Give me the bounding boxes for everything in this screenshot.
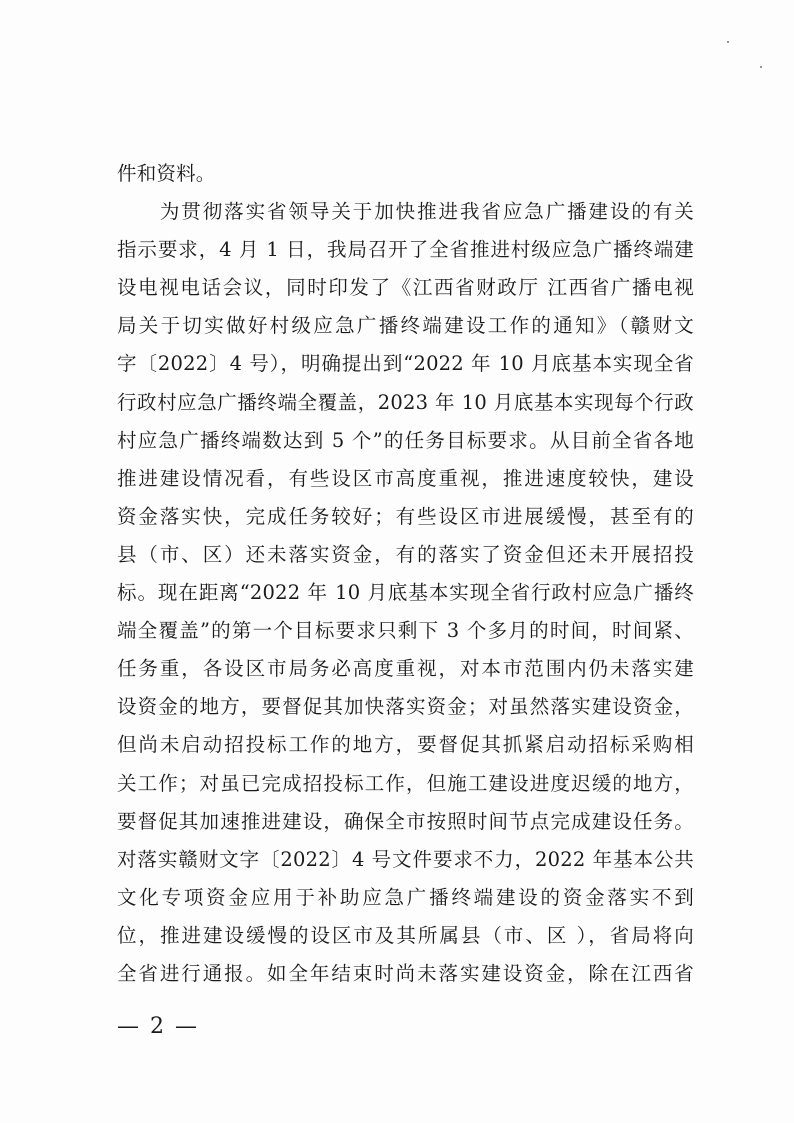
text-line-19: 对落实赣财文字〔2022〕4 号文件要求不力，2022 年基本公共 — [117, 847, 694, 871]
text-line-11: 县（市、区）还未落实资金，有的落实了资金但还未开展招投 — [117, 542, 694, 566]
text-line-10: 资金落实快，完成任务较好；有些设区市进展缓慢，甚至有的 — [117, 504, 694, 528]
text-line-15: 设资金的地方，要督促其加快落实资金；对虽然落实建设资金， — [117, 695, 694, 719]
text-line-4: 设电视电话会议，同时印发了《江西省财政厅 江西省广播电视 — [117, 276, 694, 300]
text-line-21: 位，推进建设缓慢的设区市及其所属县（市、区 ），省局将向 — [117, 923, 694, 947]
text-line-9: 推进建设情况看，有些设区市高度重视，推进速度较快，建设 — [117, 466, 694, 490]
text-line-17: 关工作；对虽已完成招投标工作，但施工建设进度迟缓的地方， — [117, 771, 694, 795]
scan-speck — [760, 66, 762, 68]
text-line-13: 端全覆盖”的第一个目标要求只剩下 3 个多月的时间，时间紧、 — [117, 619, 694, 643]
text-line-6: 字〔2022〕4 号），明确提出到“2022 年 10 月底基本实现全省 — [117, 352, 694, 376]
text-line-7: 行政村应急广播终端全覆盖，2023 年 10 月底基本实现每个行政 — [117, 390, 694, 414]
text-line-14: 任务重，各设区市局务必高度重视，对本市范围内仍未落实建 — [117, 657, 694, 681]
text-line-8: 村应急广播终端数达到 5 个”的任务目标要求。从目前全省各地 — [117, 428, 694, 452]
text-line-22: 全省进行通报。如全年结束时尚未落实建设资金，除在江西省 — [117, 961, 694, 985]
text-line-20: 文化专项资金应用于补助应急广播终端建设的资金落实不到 — [117, 885, 694, 909]
page-number: — 2 — — [117, 1014, 199, 1039]
text-line-2: 为贯彻落实省领导关于加快推进我省应急广播建设的有关 — [117, 200, 694, 224]
text-line-18: 要督促其加速推进建设，确保全市按照时间节点完成建设任务。 — [117, 809, 694, 833]
body-text — [117, 155, 694, 993]
text-line-3: 指示要求，4 月 1 日，我局召开了全省推进村级应急广播终端建 — [117, 238, 694, 262]
text-line-5: 局关于切实做好村级应急广播终端建设工作的通知》（赣财文 — [117, 314, 694, 338]
text-line-1: 件和资料。 — [117, 162, 216, 185]
text-line-12: 标。现在距离“2022 年 10 月底基本实现全省行政村应急广播终 — [117, 581, 694, 605]
text-line-16: 但尚未启动招投标工作的地方，要督促其抓紧启动招标采购相 — [117, 733, 694, 757]
scan-speck — [727, 41, 729, 43]
